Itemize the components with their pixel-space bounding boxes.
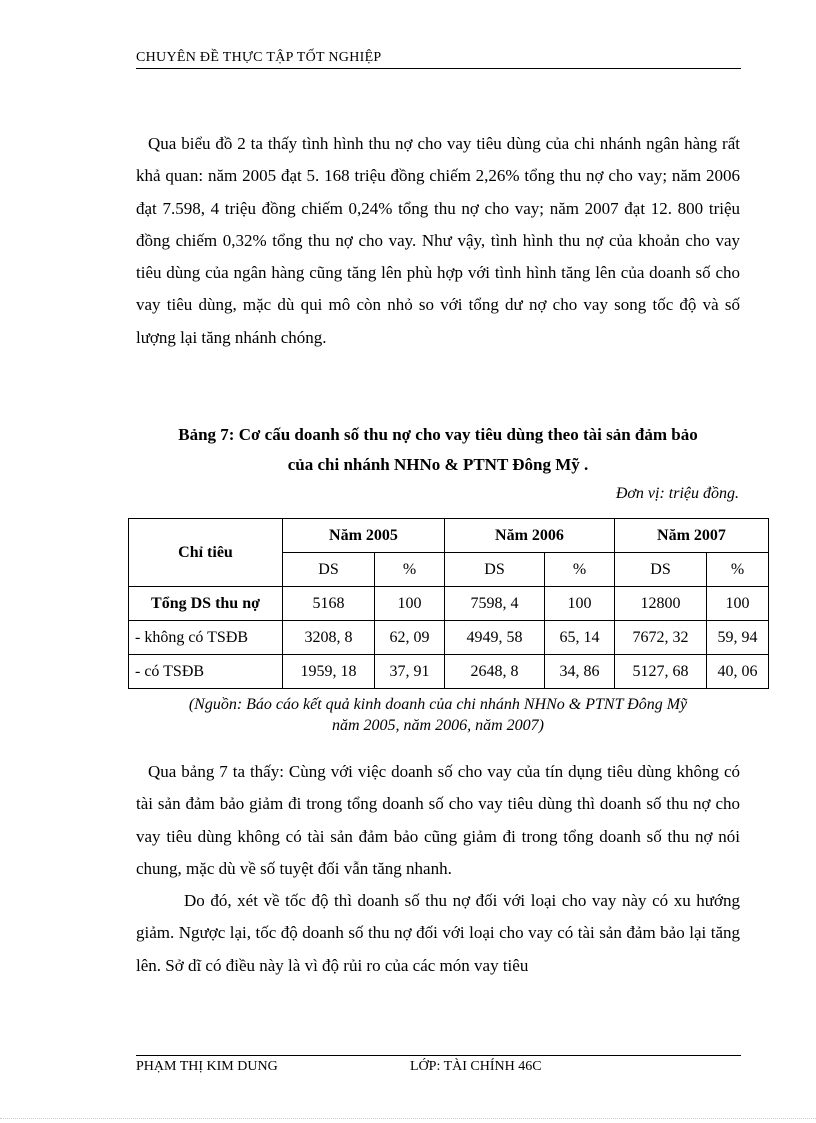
table-caption-line-2: của chi nhánh NHNo & PTNT Đông Mỹ . <box>287 455 589 474</box>
source-line-1: (Nguồn: Báo cáo kết quả kinh doanh của chi nhánh NHNo & PTNT Đông Mỹ <box>188 696 688 713</box>
table-caption-line-1: Bảng 7: Cơ cấu doanh số thu nợ cho vay tiêu dùng theo tài sản đảm bảo <box>178 425 698 444</box>
table-cell: 3208, 8 <box>283 621 375 655</box>
header-cell-year: Năm 2006 <box>445 519 615 553</box>
subheader-cell-pct: % <box>545 553 615 587</box>
subheader-cell-ds: DS <box>615 553 707 587</box>
table-cell: 65, 14 <box>545 621 615 655</box>
table-cell: 5168 <box>283 587 375 621</box>
unit-label: Đơn vị: triệu đồng. <box>615 485 739 502</box>
footer-class: LỚP: TÀI CHÍNH 46C <box>410 1059 542 1074</box>
header-cell-year: Năm 2007 <box>615 519 769 553</box>
header-cell-year: Năm 2005 <box>283 519 445 553</box>
table-cell: 100 <box>375 587 445 621</box>
row-label: - có TSĐB <box>129 655 283 689</box>
table-cell: 4949, 58 <box>445 621 545 655</box>
table-cell: 62, 09 <box>375 621 445 655</box>
table-caption <box>136 420 740 480</box>
subheader-cell-pct: % <box>707 553 769 587</box>
table-cell: 2648, 8 <box>445 655 545 689</box>
row-label: - không có TSĐB <box>129 621 283 655</box>
page-edge <box>0 1118 816 1119</box>
source-line-2: năm 2005, năm 2006, năm 2007) <box>332 717 544 734</box>
page-header-title: CHUYÊN ĐỀ THỰC TẬP TỐT NGHIỆP <box>136 50 382 65</box>
table-cell: 100 <box>707 587 769 621</box>
footer-author: PHẠM THỊ KIM DUNG <box>136 1059 278 1074</box>
subheader-cell-ds: DS <box>445 553 545 587</box>
header-divider <box>136 68 741 69</box>
table-row <box>129 587 769 621</box>
subheader-cell-pct: % <box>375 553 445 587</box>
table-cell: 40, 06 <box>707 655 769 689</box>
table-cell: 59, 94 <box>707 621 769 655</box>
table-row <box>129 655 769 689</box>
table-cell: 12800 <box>615 587 707 621</box>
table-cell: 37, 91 <box>375 655 445 689</box>
paragraph-intro: Qua biểu đồ 2 ta thấy tình hình thu nợ cho vay tiêu dùng của chi nhánh ngân hàng rất khả quan: năm 2005 đạt 5. 168 triệu đồng chiếm 2,26% tổng thu nợ cho vay; năm 2006 đạt 7.598, 4 triệu đồng chiếm 0,24% tổng thu nợ cho vay; năm 2007 đạt 12. 800 triệu đồng chiếm 0,32% tổng thu nợ cho vay. Như vậy, tình hình thu nợ của khoản cho vay tiêu dùng của ngân hàng cũng tăng lên phù hợp với tình hình tăng lên của doanh số cho vay tiêu dùng, mặc dù qui mô còn nhỏ so với tổng dư nợ cho vay song tốc độ và số lượng lại tăng nhánh chóng. <box>136 134 740 347</box>
row-label: Tổng DS thu nợ <box>129 587 283 621</box>
paragraph-conclusion: Do đó, xét về tốc độ thì doanh số thu nợ đối với loại cho vay này có xu hướng giảm. Ngược lại, tốc độ doanh số thu nợ đối với loại cho vay có tài sản đảm bảo lại tăng lên. Sở dĩ có điều này là vì độ rủi ro của các món vay tiêu <box>136 891 740 975</box>
table-header-row <box>129 519 769 553</box>
subheader-cell-ds: DS <box>283 553 375 587</box>
table-cell: 34, 86 <box>545 655 615 689</box>
table-row <box>129 621 769 655</box>
table-source-note <box>136 694 740 736</box>
table-cell: 1959, 18 <box>283 655 375 689</box>
table-cell: 7672, 32 <box>615 621 707 655</box>
table-cell: 100 <box>545 587 615 621</box>
table-cell: 7598, 4 <box>445 587 545 621</box>
footer-divider <box>136 1055 741 1056</box>
table-cell: 5127, 68 <box>615 655 707 689</box>
paragraph-analysis: Qua bảng 7 ta thấy: Cùng với việc doanh số cho vay của tín dụng tiêu dùng không có tài sản đảm bảo giảm đi trong tổng doanh số cho vay tiêu dùng thì doanh số thu nợ cho vay tiêu dùng không có tài sản đảm bảo cũng giảm đi trong tổng doanh số thu nợ nói chung, mặc dù về số tuyệt đối vẫn tăng nhanh. <box>136 762 740 878</box>
analysis-section <box>136 756 740 982</box>
debt-collection-table <box>128 518 769 689</box>
header-cell-indicator: Chỉ tiêu <box>129 519 283 587</box>
